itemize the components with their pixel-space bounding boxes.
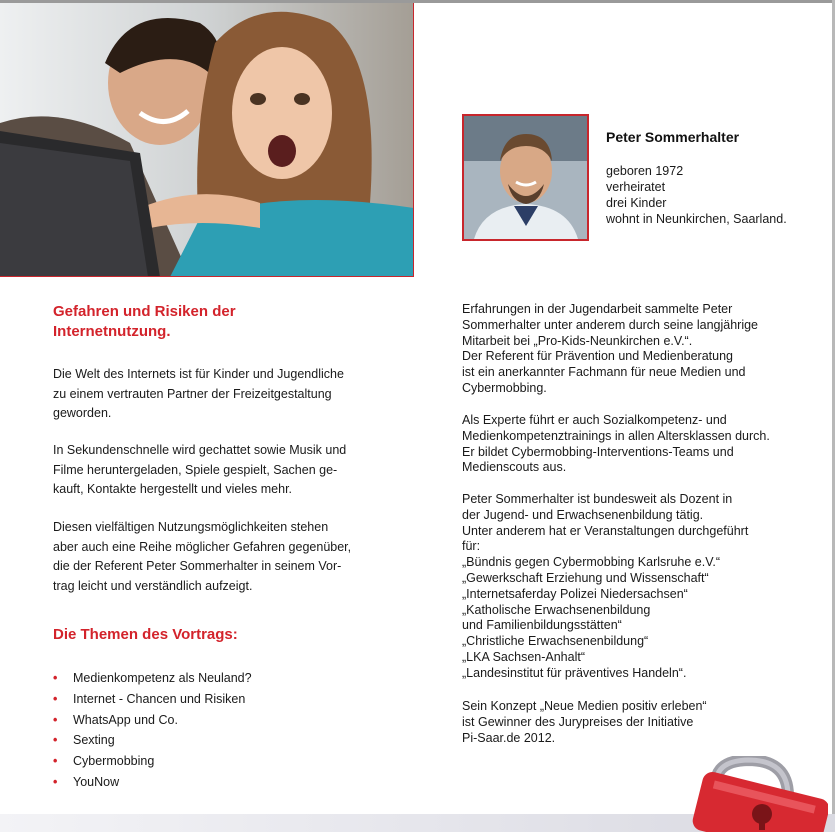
fact-residence: wohnt in Neunkirchen, Saarland.	[606, 212, 787, 226]
text-line: zu einem vertrauten Partner der Freizeitgestaltung	[53, 386, 332, 401]
text-line: für:	[462, 539, 481, 554]
experience-paragraph	[462, 302, 802, 397]
teens-at-laptop-illustration	[0, 3, 414, 277]
portrait-photo	[462, 114, 589, 241]
text-line: geworden.	[53, 406, 112, 420]
padlock-illustration	[688, 756, 828, 832]
text-line: die der Referent Peter Sommerhalter in seinem Vor-	[53, 559, 342, 573]
bullet-marker: •	[53, 671, 58, 685]
padlock-icon	[688, 756, 828, 832]
lecturer-paragraph	[462, 492, 802, 682]
text-line: „Landesinstitut für präventives Handeln“.	[462, 665, 687, 680]
text-line: Er bildet Cybermobbing-Interventions-Teams und	[462, 444, 734, 459]
text-line: Peter Sommerhalter ist bundesweit als Dozent in	[462, 492, 733, 506]
topic-label: Medienkompetenz als Neuland?	[73, 671, 252, 685]
intro-paragraph	[53, 365, 373, 424]
text-line: „Katholische Erwachsenenbildung	[462, 602, 651, 617]
topic-label: Internet - Chancen und Risiken	[73, 691, 246, 706]
text-line: „Gewerkschaft Erziehung und Wissenschaft“	[462, 570, 709, 585]
list-item	[53, 668, 252, 689]
hero-photo	[0, 3, 414, 277]
text-line: Diesen vielfältigen Nutzungsmöglichkeiten stehen	[53, 520, 329, 534]
fact-marital: verheiratet	[606, 180, 666, 194]
text-line: Medienkompetenztrainings in allen Altersklassen durch.	[462, 428, 770, 443]
bullet-marker: •	[53, 733, 58, 748]
list-item	[53, 730, 252, 751]
text-line: „Christliche Erwachsenenbildung“	[462, 634, 649, 649]
list-item	[53, 772, 252, 793]
portrait-illustration	[464, 116, 587, 239]
text-line: Cybermobbing.	[462, 380, 547, 395]
text-line: Erfahrungen in der Jugendarbeit sammelte Peter	[462, 302, 733, 316]
heading-risks	[53, 302, 373, 342]
topic-label: Cybermobbing	[73, 754, 155, 769]
bullet-marker: •	[53, 774, 58, 789]
award-paragraph	[462, 699, 802, 746]
text-line: „LKA Sachsen-Anhalt“	[462, 649, 585, 664]
speaker-name: Peter Sommerhalter	[606, 129, 740, 145]
text-line: und Familienbildungsstätten“	[462, 618, 622, 633]
topics-list	[53, 668, 252, 793]
text-line: ist ein anerkannter Fachmann für neue Medien und	[462, 365, 746, 380]
text-line: der Jugend- und Erwachsenenbildung tätig.	[462, 507, 704, 522]
text-line: Als Experte führt er auch Sozialkompetenz- und	[462, 413, 727, 427]
topic-label: WhatsApp und Co.	[73, 712, 178, 727]
fact-birth: geboren 1972	[606, 164, 684, 178]
topic-label: YouNow	[73, 774, 120, 789]
bullet-marker: •	[53, 754, 58, 769]
expert-paragraph	[462, 413, 802, 476]
dangers-paragraph	[53, 518, 373, 596]
heading-risks-line: Gefahren und Risiken der	[53, 303, 236, 320]
text-line: Die Welt des Internets ist für Kinder und Jugendliche	[53, 367, 344, 381]
topic-label: Sexting	[73, 733, 115, 748]
speaker-facts	[606, 163, 787, 227]
heading-risks-line: Internetnutzung.	[53, 323, 171, 340]
text-line: Der Referent für Prävention und Medienberatung	[462, 349, 733, 364]
fact-children: drei Kinder	[606, 196, 667, 210]
text-line: „Internetsaferday Polizei Niedersachsen“	[462, 586, 688, 601]
text-line: aber auch eine Reihe möglicher Gefahren gegenüber,	[53, 539, 352, 554]
text-line: Mitarbeit bei „Pro-Kids-Neunkirchen e.V.“.	[462, 333, 693, 348]
activities-paragraph	[53, 441, 373, 500]
list-item	[53, 689, 252, 710]
text-line: Filme heruntergeladen, Spiele gespielt, Sachen ge-	[53, 462, 338, 477]
text-line: Pi-Saar.de 2012.	[462, 730, 556, 745]
bullet-marker: •	[53, 691, 58, 706]
text-line: „Bündnis gegen Cybermobbing Karlsruhe e.V.“	[462, 555, 721, 570]
text-line: ist Gewinner des Jurypreises der Initiative	[462, 714, 694, 729]
list-item	[53, 751, 252, 772]
text-line: Sein Konzept „Neue Medien positiv erleben“	[462, 699, 707, 713]
heading-topics: Die Themen des Vortrags:	[53, 626, 238, 643]
text-line: trag leicht und verständlich aufzeigt.	[53, 578, 253, 593]
bullet-marker: •	[53, 712, 58, 727]
text-line: In Sekundenschnelle wird gechattet sowie Musik und	[53, 443, 347, 457]
text-line: Medienscouts aus.	[462, 460, 567, 475]
list-item	[53, 710, 252, 731]
text-line: kauft, Kontakte hergestellt und vieles mehr.	[53, 482, 293, 496]
text-line: Unter anderem hat er Veranstaltungen durchgeführt	[462, 523, 749, 538]
text-line: Sommerhalter unter anderem durch seine langjährige	[462, 317, 758, 332]
